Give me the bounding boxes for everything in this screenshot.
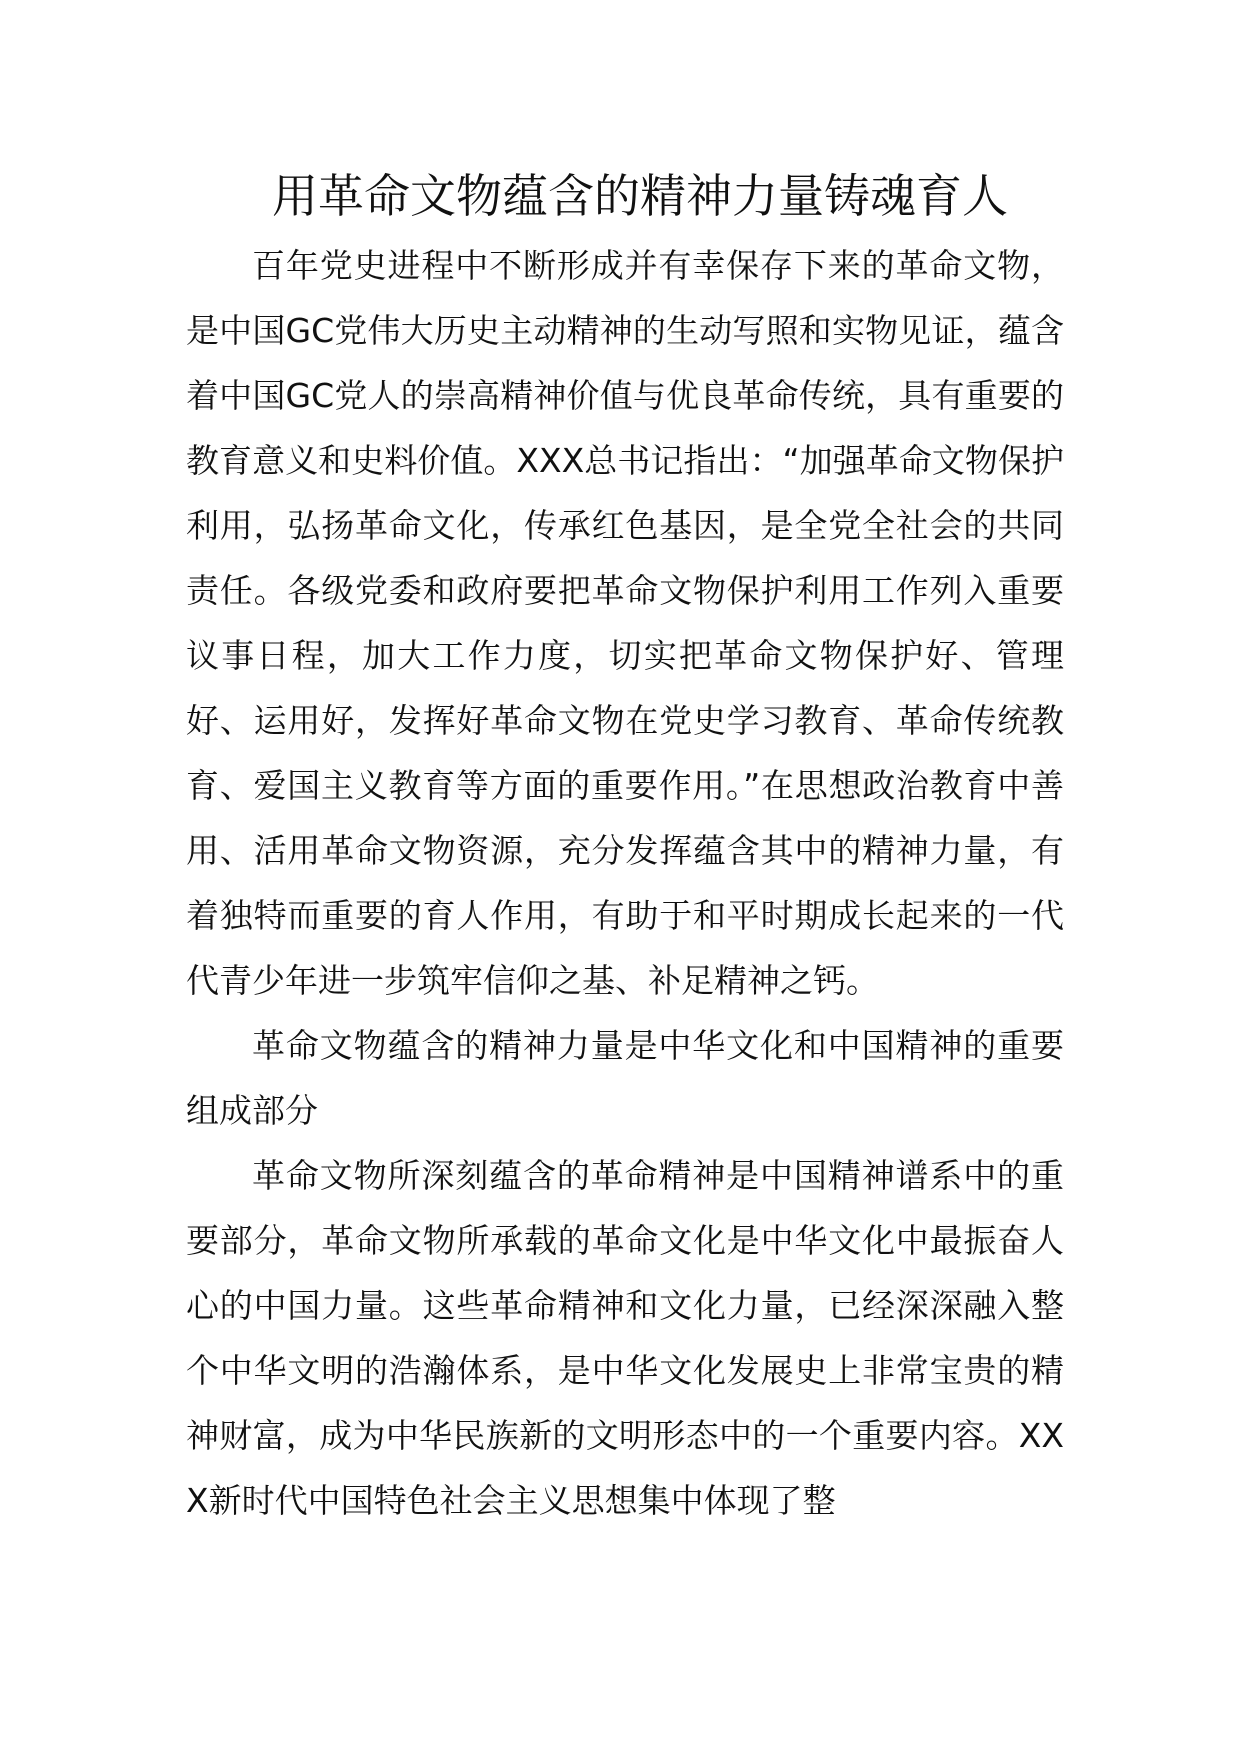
document-title: 用革命文物蕴含的精神力量铸魂育人 <box>272 169 1008 223</box>
body-paragraph-intro: 百年党史进程中不断形成并有幸保存下来的革命文物，是中国GC党伟大历史主动精神的生动写照和实物见证，蕴含着中国GC党人的崇高精神价值与优良革命传统，具有重要的教育意义和史料价值。XXX总书记指出：“加强革命文物保护利用，弘扬革命文化，传承红色基因，是全党全社会的共同责任。各级党委和政府要把革命文物保护利用工作列入重要议事日程，加大工作力度，切实把革命文物保护好、管理好、运用好，发挥好革命文物在党史学习教育、革命传统教育、爱国主义教育等方面的重要作用。”在思想政治教育中善用、活用革命文物资源，充分发挥蕴含其中的精神力量，有着独特而重要的育人作用，有助于和平时期成长起来的一代代青少年进一步筑牢信仰之基、补足精神之钙。 <box>186 246 1064 1000</box>
body-paragraph-section: 革命文物所深刻蕴含的革命精神是中国精神谱系中的重要部分，革命文物所承载的革命文化是中华文化中最振奋人心的中国力量。这些革命精神和文化力量，已经深深融入整个中华文明的浩瀚体系，是中华文化发展史上非常宝贵的精神财富，成为中华民族新的文明形态中的一个重要内容。XXX新时代中国特色社会主义思想集中体现了整 <box>186 1156 1064 1520</box>
document-body <box>186 233 1064 1533</box>
section-heading: 革命文物蕴含的精神力量是中华文化和中国精神的重要组成部分 <box>186 1026 1064 1130</box>
